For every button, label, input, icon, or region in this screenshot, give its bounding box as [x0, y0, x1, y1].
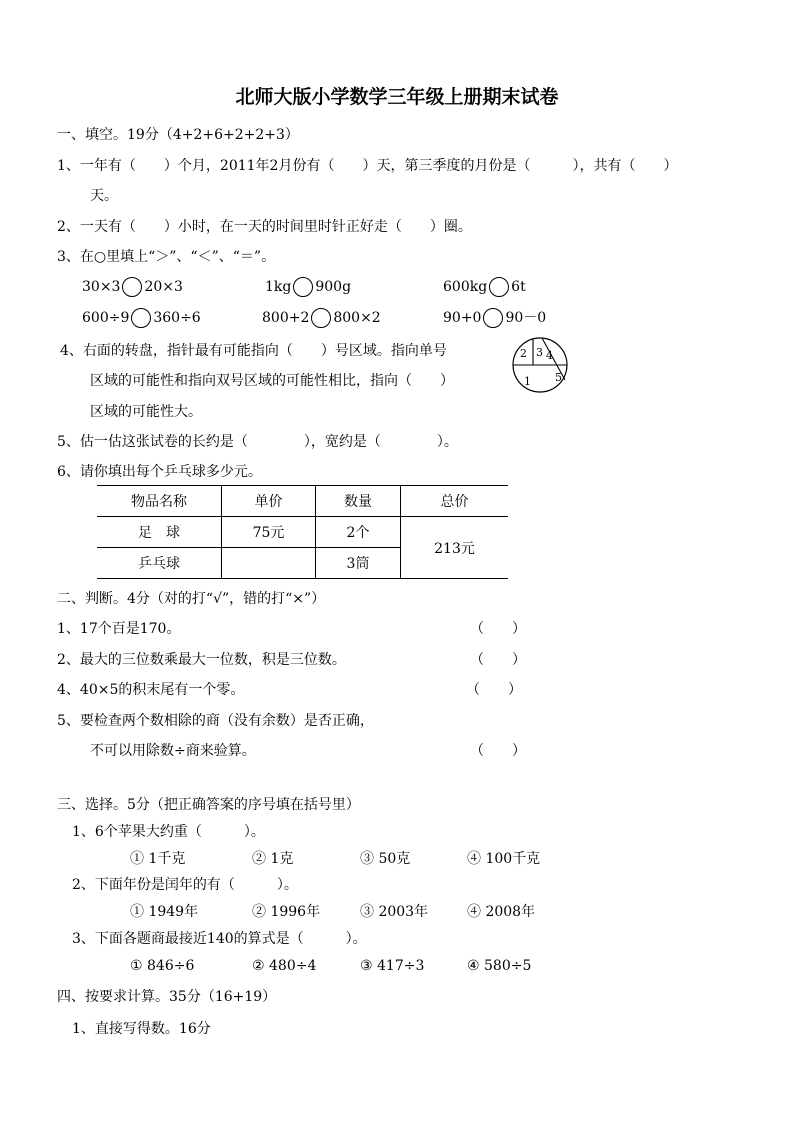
- section3-heading: 三、选择。5分（把正确答案的序号填在括号里）: [57, 797, 360, 813]
- choice-option: ④ 580÷5: [467, 958, 532, 974]
- question-2: 2、一天有（ ）小时，在一天的时间里时针正好走（ ）圈。: [57, 219, 472, 235]
- answer-bracket[interactable]: （ ）: [470, 743, 526, 759]
- question-4-line1: 4、右面的转盘，指针最有可能指向（ ）号区域。指向单号: [60, 343, 447, 359]
- comparison-item: 90+0 90－0: [443, 310, 547, 326]
- answer-circle[interactable]: [122, 277, 142, 297]
- choice-option: ② 1克: [252, 851, 294, 867]
- table-cell-blank[interactable]: [222, 548, 316, 579]
- answer-circle[interactable]: [489, 277, 509, 297]
- question-1-line2: 天。: [90, 188, 118, 204]
- table-header: 物品名称: [97, 486, 222, 517]
- judge-item: 2、最大的三位数乘最大一位数，积是三位数。: [57, 652, 346, 668]
- choice-option: ③ 50克: [360, 851, 411, 867]
- table-cell: 乒乓球: [97, 548, 222, 579]
- answer-bracket[interactable]: （ ）: [470, 652, 526, 668]
- answer-circle[interactable]: [293, 277, 313, 297]
- table-header: 总价: [401, 486, 509, 517]
- choice-option: ① 1千克: [130, 851, 186, 867]
- wheel-label: 5: [555, 371, 562, 384]
- choice-option: ④ 2008年: [467, 904, 536, 920]
- section4-subheading: 1、直接写得数。16分: [72, 1021, 211, 1037]
- answer-bracket[interactable]: （ ）: [466, 682, 522, 698]
- answer-circle[interactable]: [131, 308, 151, 328]
- question-6: 6、请你填出每个乒乓球多少元。: [57, 464, 262, 480]
- choice-option: ② 480÷4: [252, 958, 317, 974]
- answer-circle[interactable]: [311, 308, 331, 328]
- choice-question-3: 3、下面各题商最接近140的算式是（ ）。: [72, 931, 367, 947]
- table-cell: 2个: [316, 517, 401, 548]
- choice-option: ② 1996年: [252, 904, 321, 920]
- choice-option: ③ 2003年: [360, 904, 429, 920]
- table-cell: 75元: [222, 517, 316, 548]
- table-cell: 足 球: [97, 517, 222, 548]
- choice-question-2: 2、下面年份是闰年的有（ ）。: [72, 877, 298, 893]
- wheel-label: 3: [536, 346, 543, 359]
- question-4-line2: 区域的可能性和指向双号区域的可能性相比，指向（ ）: [90, 373, 454, 389]
- table-cell: 3筒: [316, 548, 401, 579]
- question-5: 5、估一估这张试卷的长约是（ ），宽约是（ ）。: [57, 434, 458, 450]
- answer-bracket[interactable]: （ ）: [470, 621, 526, 637]
- choice-option: ③ 417÷3: [360, 958, 425, 974]
- section2-heading: 二、判断。4分（对的打“√”，错的打“×”）: [57, 591, 326, 607]
- judge-item-line2: 不可以用除数÷商来验算。: [90, 743, 256, 759]
- page-title: 北师大版小学数学三年级上册期末试卷: [235, 86, 559, 108]
- comparison-item: 30×3 20×3: [82, 279, 183, 295]
- table-header: 数量: [316, 486, 401, 517]
- price-table: [97, 485, 508, 579]
- section1-heading: 一、填空。19分（4+2+6+2+2+3）: [57, 127, 299, 143]
- comparison-item: 600kg 6t: [443, 279, 526, 295]
- judge-item: 5、要检查两个数相除的商（没有余数）是否正确，: [57, 713, 374, 729]
- wheel-label: 4: [546, 349, 553, 362]
- comparison-item: 1kg 900g: [265, 279, 352, 295]
- table-header: 单价: [222, 486, 316, 517]
- question-1-line1: 1、一年有（ ）个月，2011年2月份有（ ）天，第三季度的月份是（ ），共有（ ）: [57, 158, 678, 174]
- table-cell-total: 213元: [401, 517, 509, 579]
- judge-item: 4、40×5的积末尾有一个零。: [57, 682, 245, 698]
- question-4-line3: 区域的可能性大。: [90, 404, 202, 420]
- choice-option: ① 846÷6: [130, 958, 195, 974]
- choice-question-1: 1、6个苹果大约重（ ）。: [72, 824, 265, 840]
- comparison-item: 800+2 800×2: [262, 310, 381, 326]
- choice-option: ④ 100千克: [467, 851, 541, 867]
- wheel-label: 1: [524, 375, 531, 388]
- spinner-wheel-diagram: [510, 335, 570, 395]
- choice-option: ① 1949年: [130, 904, 199, 920]
- wheel-label: 2: [520, 347, 527, 360]
- answer-circle[interactable]: [483, 308, 503, 328]
- comparison-item: 600÷9 360÷6: [82, 310, 201, 326]
- judge-item: 1、17个百是170。: [57, 621, 181, 637]
- section4-heading: 四、按要求计算。35分（16+19）: [57, 989, 277, 1005]
- question-3: 3、在○里填上“＞”、“＜”、“＝”。: [57, 249, 276, 265]
